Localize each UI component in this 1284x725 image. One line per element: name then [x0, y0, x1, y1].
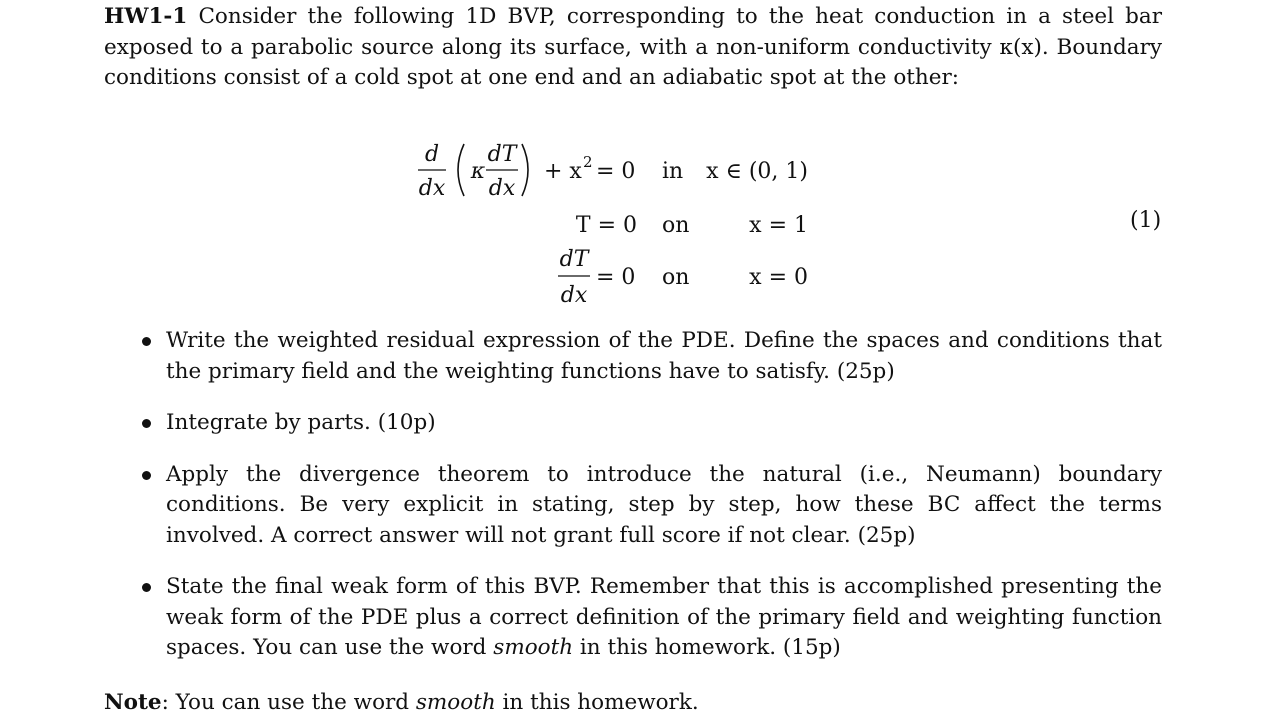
task-item	[140, 408, 1162, 439]
note-emphasis: smooth	[415, 690, 496, 715]
bvp-equation-block	[0, 130, 1284, 310]
neumann-dx: dx	[560, 283, 588, 308]
neumann-equals: = 0	[596, 265, 636, 290]
left-paren	[458, 144, 464, 196]
pde-line	[418, 142, 808, 201]
pde-dx: dx	[418, 176, 446, 201]
task-text: Integrate by parts. (10p)	[166, 410, 436, 435]
pde-in-word: in	[662, 159, 684, 184]
task-list	[140, 326, 1162, 664]
bvp-equations	[0, 130, 1284, 310]
bullet-dot	[142, 337, 151, 346]
task-text-post: in this homework. (15p)	[573, 635, 841, 660]
neumann-dT: dT	[559, 247, 589, 272]
task-text: Apply the divergence theorem to introduce the natural (i.e., Neumann) boundary conditions. Be very explicit in stating, step by step, how these BC affect the terms involved. A correct answer will not grant full score if not clear. (25p)	[166, 461, 1162, 548]
pde-kappa: κ	[470, 159, 486, 184]
dirichlet-line	[576, 213, 808, 238]
neumann-cond: x = 0	[749, 265, 808, 290]
dirichlet-lhs: T = 0	[575, 213, 637, 238]
note-text-post: in this homework.	[495, 690, 699, 715]
dirichlet-on-word: on	[662, 213, 690, 238]
task-item	[140, 460, 1162, 552]
problem-intro	[104, 2, 1162, 94]
pde-inner-dx: dx	[488, 176, 516, 201]
note-label: Note	[104, 690, 162, 715]
neumann-line	[558, 247, 808, 308]
pde-domain: x ∈ (0, 1)	[706, 159, 808, 184]
pde-equals: = 0	[596, 159, 636, 184]
task-item	[140, 572, 1162, 664]
bullet-dot	[142, 471, 151, 480]
note	[104, 688, 1162, 719]
task-text-pre: State the final weak form of this BVP. Remember that this is accomplished presenting the weak form of the PDE plus a correct definition of the primary field and weighting function spaces. You can use the word	[166, 574, 1162, 660]
bullet-dot	[142, 419, 151, 428]
pde-source-exponent: 2	[583, 153, 593, 171]
task-text: Write the weighted residual expression of the PDE. Define the spaces and conditions that the primary field and the weighting functions have to satisfy. (25p)	[166, 328, 1162, 384]
dirichlet-cond: x = 1	[749, 213, 808, 238]
task-text-emphasis: smooth	[493, 635, 574, 660]
pde-source: + x	[544, 159, 582, 184]
note-text-pre: : You can use the word	[161, 690, 416, 715]
right-paren	[522, 144, 528, 196]
neumann-on-word: on	[662, 265, 690, 290]
pde-d: d	[424, 142, 440, 167]
problem-label: HW1-1	[104, 4, 188, 29]
equation-number: (1)	[1130, 208, 1162, 233]
problem-text: Consider the following 1D BVP, corresponding to the heat conduction in a steel bar exposed to a parabolic source along its surface, with a non-uniform conductivity κ(x). Boundary conditions consist of a cold spot at one end and an adiabatic spot at the other:	[104, 4, 1162, 90]
task-item	[140, 326, 1162, 387]
bullet-dot	[142, 583, 151, 592]
pde-dT: dT	[487, 142, 517, 167]
